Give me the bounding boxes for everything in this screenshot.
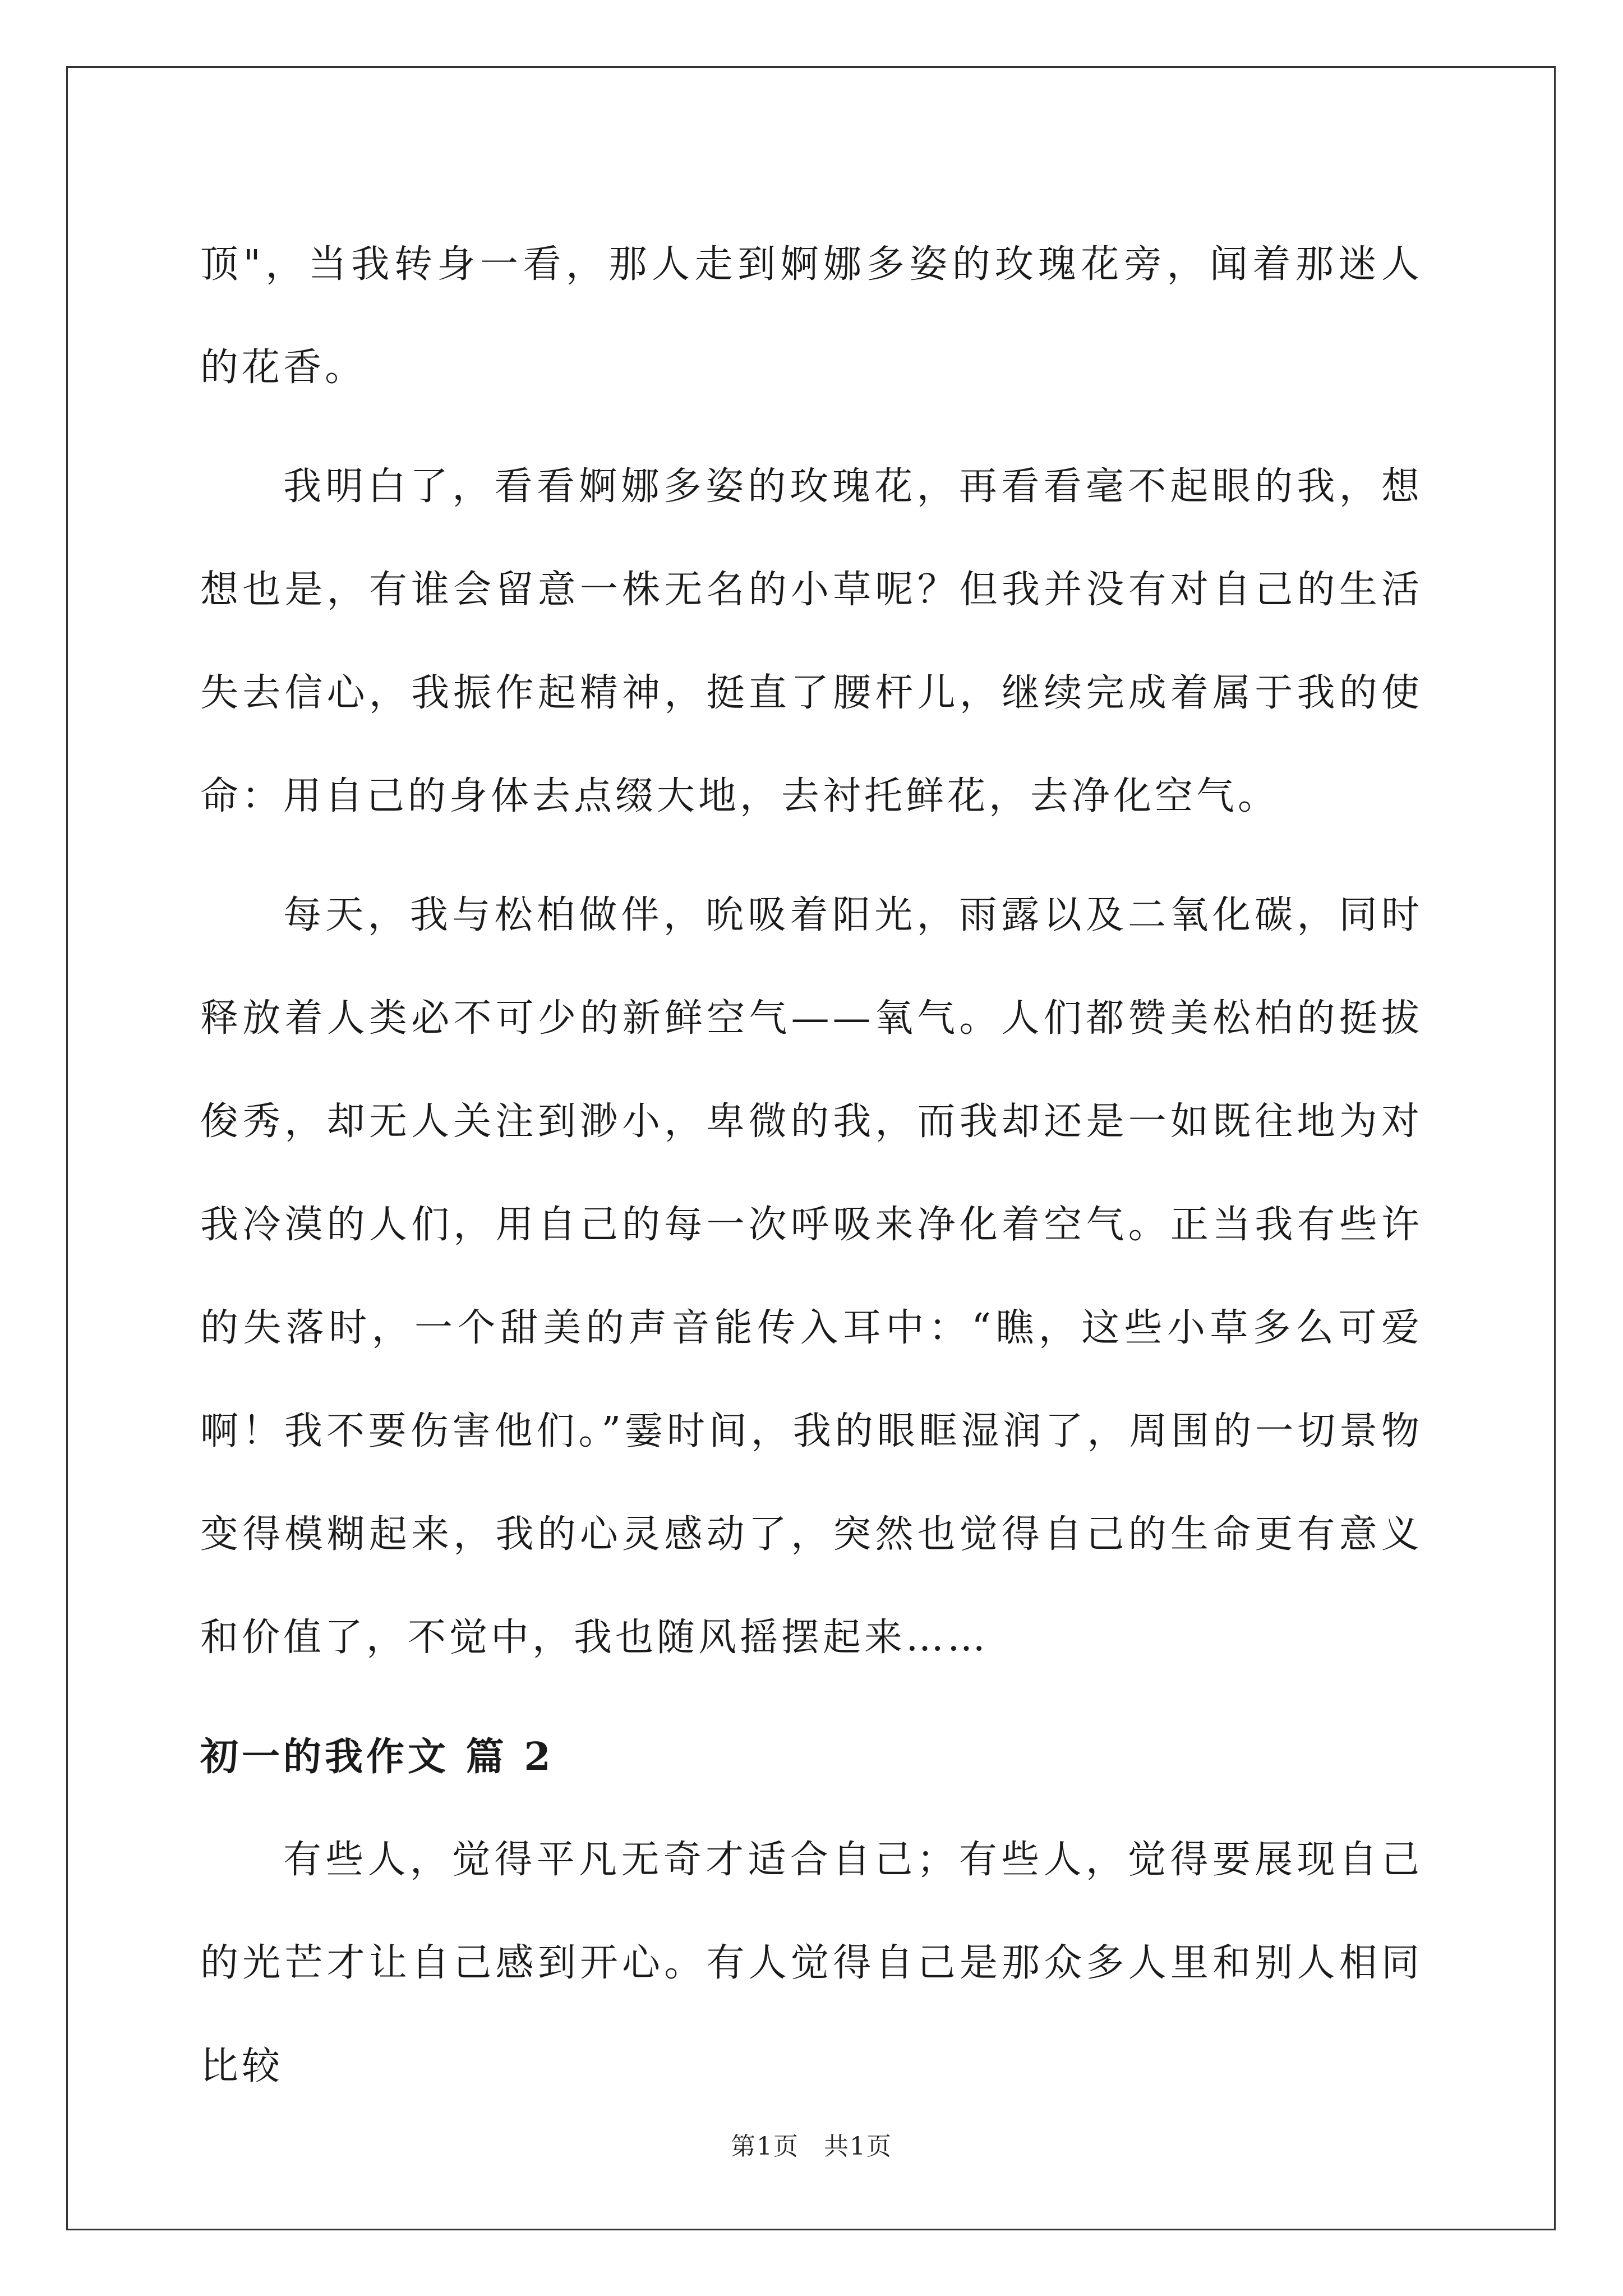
paragraph-daily-life: 每天，我与松柏做伴，吮吸着阳光，雨露以及二氧化碳，同时释放着人类必不可少的新鲜空气——氧气。人们都赞美松柏的挺拔俊秀，却无人关注到渺小，卑微的我，而我却还是一如既往地为对我冷漠的人们，用自己的每一次呼吸来净化着空气。正当我有些许的失落时，一个甜美的声音能传入耳中：“瞧，这些小草多么可爱啊！我不要伤害他们。”霎时间，我的眼眶湿润了，周围的一切景物变得模糊起来，我的心灵感动了，突然也觉得自己的生命更有意义和价值了，不觉中，我也随风摇摆起来…… xyxy=(200,893,1423,1660)
page-number-current: 第1页 xyxy=(731,2132,799,2161)
paragraph-realization: 我明白了，看看婀娜多姿的玫瑰花，再看看毫不起眼的我，想想也是，有谁会留意一株无名的小草呢？但我并没有对自己的生活失去信心，我振作起精神，挺直了腰杆儿，继续完成着属于我的使命：用自己的身体去点缀大地，去衬托鲜花，去净化空气。 xyxy=(200,464,1423,818)
page-number-total: 共1页 xyxy=(824,2132,892,2161)
paragraph-section-2: 有些人，觉得平凡无奇才适合自己；有些人，觉得要展现自己的光芒才让自己感到开心。有人觉得自己是那众多人里和别人相同比较 xyxy=(200,1838,1423,2088)
document-body xyxy=(200,213,1423,2134)
paragraph-continuation: 顶"，当我转身一看，那人走到婀娜多姿的玫瑰花旁，闻着那迷人的花香。 xyxy=(200,242,1423,390)
page-footer xyxy=(0,2126,1623,2162)
section-heading: 初一的我作文 篇 2 xyxy=(200,1734,554,1779)
